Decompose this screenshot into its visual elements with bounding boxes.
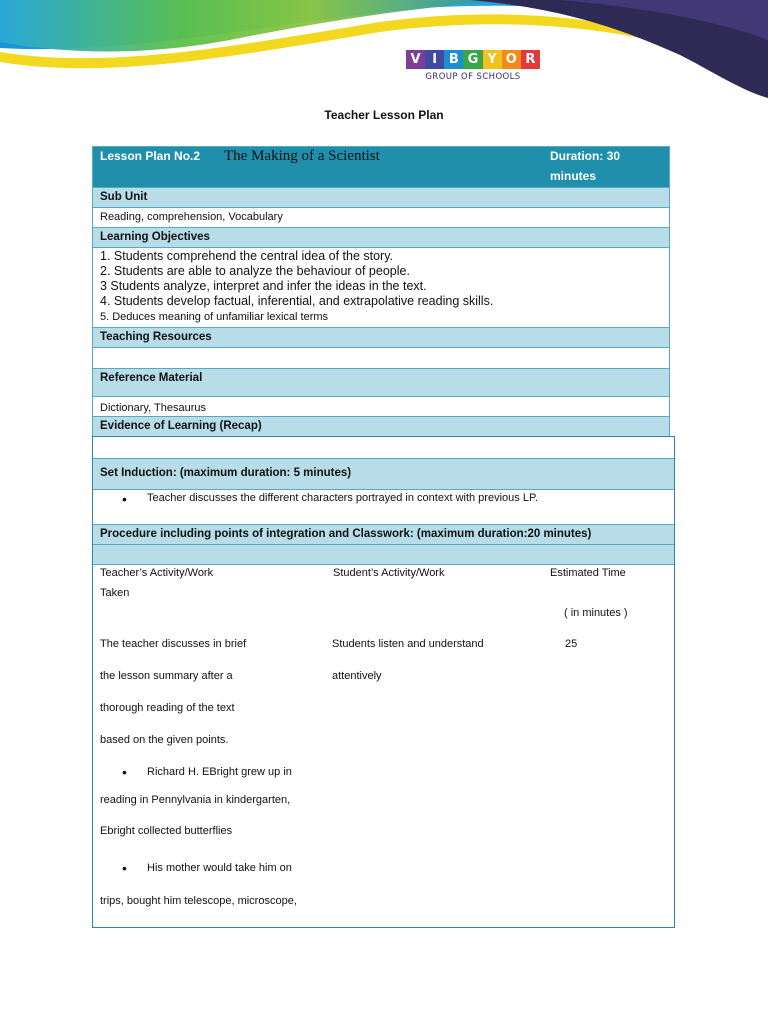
lesson-header-row — [93, 147, 669, 187]
set-induction-header — [93, 458, 674, 490]
sub-unit-label: Sub Unit — [100, 191, 148, 203]
activity-section — [93, 565, 674, 927]
logo-letter: B — [444, 50, 463, 69]
sub-unit-value: Reading, comprehension, Vocabulary — [100, 211, 283, 223]
bullet-point-continuation: Ebright collected butterflies — [100, 825, 233, 837]
reference-material-value: Dictionary, Thesaurus — [100, 402, 206, 414]
teaching-resources-empty-row — [93, 348, 669, 368]
sub-unit-header — [93, 187, 669, 208]
bullet-point-continuation: trips, bought him telescope, microscope, — [100, 895, 297, 907]
student-activity-header: Student’s Activity/Work — [333, 567, 445, 579]
evidence-empty-row — [93, 437, 674, 458]
procedure-blue-spacer — [93, 545, 674, 565]
page-title: Teacher Lesson Plan — [324, 108, 444, 122]
bullet-icon: • — [122, 764, 127, 780]
student-activity-line: attentively — [332, 670, 382, 682]
set-induction-text: Teacher discusses the different characters portrayed in context with previous LP. — [147, 492, 538, 504]
lesson-procedure-table — [92, 436, 675, 928]
vibgyor-logo — [406, 50, 540, 82]
objective-item: 2. Students are able to analyze the behaviour of people. — [100, 264, 410, 278]
teacher-activity-header-taken: Taken — [100, 587, 130, 599]
logo-letter: O — [502, 50, 521, 69]
procedure-header — [93, 524, 674, 545]
objective-item: 5. Deduces meaning of unfamiliar lexical terms — [100, 311, 329, 323]
bullet-icon: • — [122, 491, 127, 507]
evidence-of-learning-label: Evidence of Learning (Recap) — [100, 420, 262, 432]
logo-subtitle: GROUP OF SCHOOLS — [425, 72, 521, 82]
lesson-plan-table — [92, 146, 670, 436]
reference-material-value-row — [93, 397, 669, 416]
learning-objectives-list — [93, 248, 669, 327]
bullet-point-continuation: reading in Pennylvania in kindergarten, — [100, 794, 291, 806]
teacher-activity-line: the lesson summary after a — [100, 670, 233, 682]
lesson-title: The Making of a Scientist — [224, 148, 380, 164]
header-wave-banner — [0, 0, 768, 100]
estimated-time-unit: ( in minutes ) — [564, 607, 628, 619]
learning-objectives-header — [93, 227, 669, 248]
evidence-of-learning-header — [93, 416, 669, 437]
logo-letter: G — [463, 50, 482, 69]
duration-line2: minutes — [550, 169, 597, 183]
student-activity-line: Students listen and understand — [332, 638, 484, 650]
bullet-point-text: His mother would take him on — [147, 862, 292, 874]
objective-item: 3 Students analyze, interpret and infer the ideas in the text. — [100, 279, 427, 293]
bullet-point-text: Richard H. EBright grew up in — [147, 766, 292, 778]
teaching-resources-header — [93, 327, 669, 348]
estimated-time-header: Estimated Time — [550, 567, 626, 579]
logo-letter: Y — [483, 50, 502, 69]
set-induction-label: Set Induction: (maximum duration: 5 minutes) — [100, 467, 352, 479]
procedure-label: Procedure including points of integration and Classwork: (maximum duration:20 minutes) — [100, 528, 592, 540]
sub-unit-value-row — [93, 208, 669, 227]
learning-objectives-label: Learning Objectives — [100, 231, 210, 243]
teacher-activity-line: The teacher discusses in brief — [100, 638, 247, 650]
teacher-activity-line: thorough reading of the text — [100, 702, 235, 714]
reference-material-label: Reference Material — [100, 372, 203, 384]
objective-item: 1. Students comprehend the central idea of the story. — [100, 249, 393, 263]
teacher-activity-line: based on the given points. — [100, 734, 229, 746]
estimated-time-value: 25 — [565, 638, 578, 650]
lesson-plan-number: Lesson Plan No.2 — [100, 149, 201, 163]
logo-letter: R — [521, 50, 540, 69]
bullet-icon: • — [122, 860, 127, 876]
set-induction-row — [93, 490, 674, 524]
objective-item: 4. Students develop factual, inferential, and extrapolative reading skills. — [100, 294, 494, 308]
logo-letter: V — [406, 50, 425, 69]
teaching-resources-label: Teaching Resources — [100, 331, 212, 343]
teacher-activity-header: Teacher’s Activity/Work — [100, 567, 214, 579]
logo-letter: I — [425, 50, 444, 69]
reference-material-header — [93, 368, 669, 397]
duration-line1: Duration: 30 — [550, 149, 621, 163]
